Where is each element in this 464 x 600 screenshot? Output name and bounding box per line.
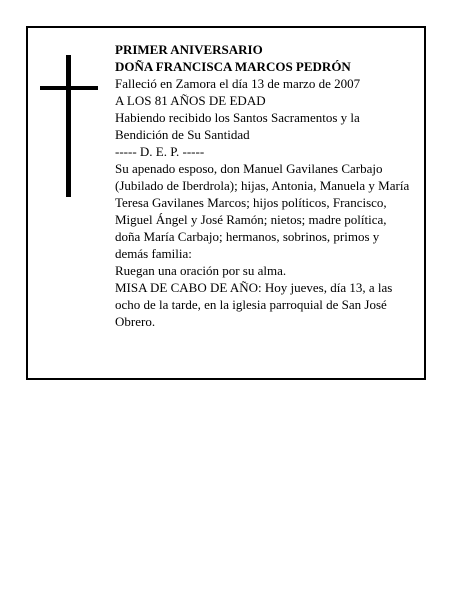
rip-line: ----- D. E. P. ----- [115,144,205,159]
mass-text: MISA DE CABO DE AÑO: Hoy jueves, día 13, a las ocho de la tarde, en la iglesia parroquial de San José Obrero. [115,280,393,329]
death-line: Falleció en Zamora el día 13 de marzo de 2007 [115,76,361,91]
notice-title: PRIMER ANIVERSARIO [115,42,263,57]
prayer-text: Ruegan una oración por su alma. [115,263,287,278]
cross-icon [66,55,71,197]
family-text: Su apenado esposo, don Manuel Gavilanes Carbajo (Jubilado de Iberdrola); hijas, Antonia, Manuela y María Teresa Gavilanes Marcos; hijos políticos, Francisco, Miguel Ángel y José Ramón; nietos; madre política, doña María Carbajo; hermanos, sobrinos, primos y demás familia: [115,161,410,261]
age-line: A LOS 81 AÑOS DE EDAD [115,93,266,108]
deceased-name: DOÑA FRANCISCA MARCOS PEDRÓN [115,59,351,74]
cross-icon-bar [40,86,98,90]
sacraments-text: Habiendo recibido los Santos Sacramentos y la Bendición de Su Santidad [115,110,360,142]
obituary-text [115,41,413,330]
obituary-notice [26,26,426,380]
